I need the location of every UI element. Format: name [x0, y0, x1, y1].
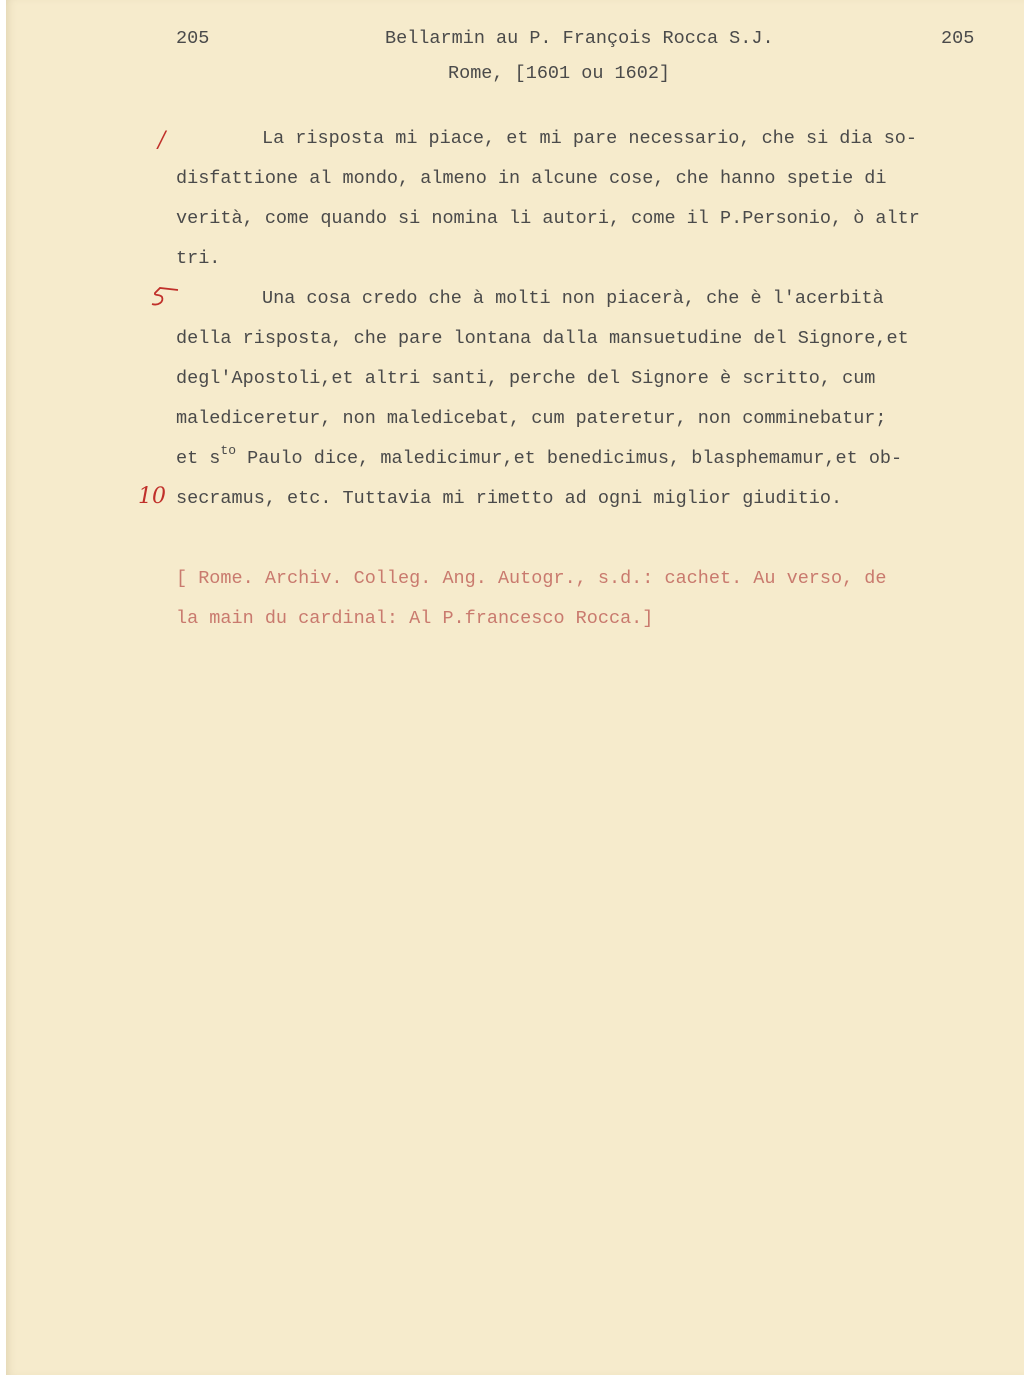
letter-title: Bellarmin au P. François Rocca S.J.	[385, 28, 774, 49]
margin-line-marker-5	[148, 284, 184, 314]
paragraph-1-line-3: verità, come quando si nomina li autori, come il P.Personio, ò altr	[176, 208, 920, 229]
margin-line-marker-10: 10	[138, 484, 166, 509]
line-5-start: et s	[176, 448, 221, 469]
paragraph-2-line-2: della risposta, che pare lontana dalla mansuetudine del Signore,et	[176, 328, 909, 349]
paragraph-2-line-6: secramus, etc. Tuttavia mi rimetto ad ogni miglior giuditio.	[176, 488, 843, 509]
paragraph-1-line-1: La risposta mi piace, et mi pare necessario, che si dia so-	[262, 128, 918, 149]
archive-note-line-2: la main du cardinal: Al P.francesco Rocca.]	[176, 608, 654, 629]
page-number-right: 205	[941, 28, 975, 49]
line-5-rest: Paulo dice, maledicimur,et benedicimus, blasphemamur,et ob-	[236, 448, 903, 469]
paragraph-2-line-3: degl'Apostoli,et altri santi, perche del Signore è scritto, cum	[176, 368, 876, 389]
paragraph-1-line-4: tri.	[176, 248, 221, 269]
place-date: Rome, [1601 ou 1602]	[448, 63, 671, 84]
paragraph-2-line-4: malediceretur, non maledicebat, cum pateretur, non comminebatur;	[176, 408, 887, 429]
document-page	[6, 0, 1024, 1375]
paragraph-2-line-5	[176, 443, 903, 469]
paragraph-1-line-2: disfattione al mondo, almeno in alcune cose, che hanno spetie di	[176, 168, 887, 189]
paragraph-2-line-1: Una cosa credo che à molti non piacerà, che è l'acerbità	[262, 288, 884, 309]
superscript-to: to	[220, 443, 237, 458]
margin-line-marker-1: /	[158, 128, 166, 153]
handwritten-five-mark	[148, 284, 184, 310]
archive-note-line-1: [ Rome. Archiv. Colleg. Ang. Autogr., s.d.: cachet. Au verso, de	[176, 568, 887, 589]
page-number-left: 205	[176, 28, 210, 49]
